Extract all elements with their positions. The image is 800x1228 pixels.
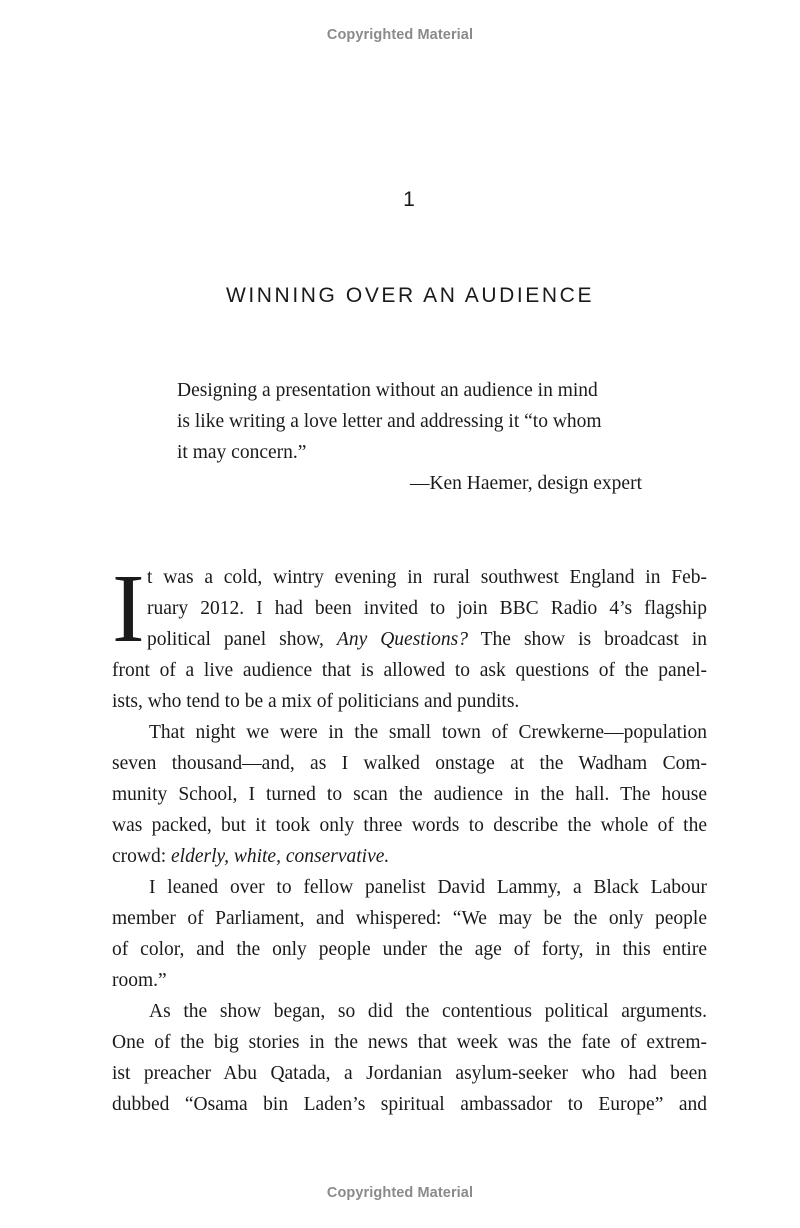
show-title-italic: Any Questions? — [336, 629, 468, 650]
text-line: ist preacher Abu Qatada, a Jordanian asylum-seeker who had been — [112, 1063, 707, 1084]
paragraph-2 — [112, 717, 707, 872]
epigraph-line: Designing a presentation without an audience in mind — [177, 380, 598, 401]
text-line: room.” — [112, 970, 167, 991]
text-line: ruary 2012. I had been invited to join BBC Radio 4’s flagship — [147, 598, 707, 619]
text-line: was packed, but it took only three words to describe the whole of the — [112, 815, 707, 836]
epigraph-line: it may concern.” — [177, 442, 307, 463]
text-line: munity School, I turned to scan the audience in the hall. The house — [112, 784, 707, 805]
text-line: That night we were in the small town of Crewkerne—population — [149, 722, 707, 743]
epigraph-attribution: —Ken Haemer, design expert — [409, 473, 642, 494]
paragraph-1 — [112, 555, 707, 717]
watermark-bottom: Copyrighted Material — [326, 1185, 474, 1201]
text-line: One of the big stories in the news that week was the fate of extrem- — [112, 1032, 707, 1053]
text-line: front of a live audience that is allowed to ask questions of the panel- — [112, 660, 707, 681]
drop-cap: I — [112, 555, 145, 663]
epigraph-line: is like writing a love letter and addressing it “to whom — [177, 411, 602, 432]
text-run: political panel show, — [147, 629, 337, 650]
body-text — [112, 555, 707, 1120]
text-line: seven thousand—and, as I walked onstage at the Wadham Com- — [112, 753, 707, 774]
crowd-description-italic: elderly, white, conservative. — [171, 846, 390, 867]
text-line — [112, 841, 707, 872]
text-run: The show is broadcast in — [467, 629, 707, 650]
text-line: As the show began, so did the contentious political arguments. — [149, 1001, 707, 1022]
chapter-number: 1 — [403, 188, 415, 211]
text-line: of color, and the only people under the age of forty, in this entire — [112, 939, 707, 960]
text-run: crowd: — [112, 846, 172, 867]
text-line: I leaned over to fellow panelist David Lammy, a Black Labour — [149, 877, 707, 898]
chapter-title: WINNING OVER AN AUDIENCE — [225, 284, 595, 307]
text-line: t was a cold, wintry evening in rural southwest England in Feb- — [147, 567, 707, 588]
text-line: ists, who tend to be a mix of politicians and pundits. — [112, 691, 520, 712]
watermark-top: Copyrighted Material — [326, 27, 474, 43]
paragraph-3 — [112, 872, 707, 996]
epigraph — [177, 375, 647, 499]
text-line: member of Parliament, and whispered: “We may be the only people — [112, 908, 707, 929]
paragraph-4 — [112, 996, 707, 1120]
text-line — [112, 624, 707, 655]
text-line: dubbed “Osama bin Laden’s spiritual ambassador to Europe” and — [112, 1094, 707, 1115]
